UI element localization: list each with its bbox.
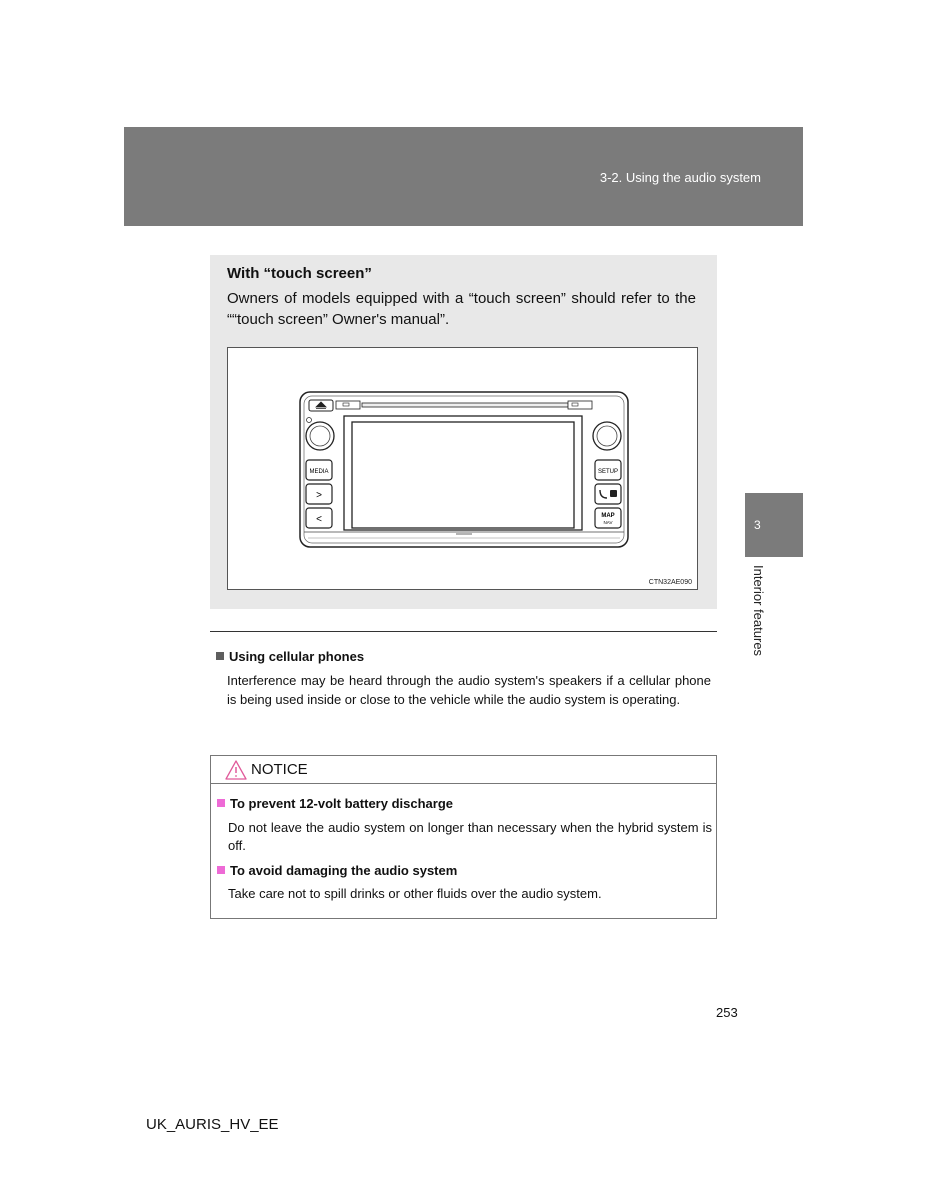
notice-box: [210, 755, 717, 919]
audio-unit-illustration: [228, 348, 699, 591]
cellular-heading-text: Using cellular phones: [229, 649, 365, 664]
audio-unit-figure: [227, 347, 698, 590]
next-button-label: >: [316, 490, 322, 501]
chapter-tab: [745, 493, 803, 557]
square-bullet-icon: [216, 652, 224, 660]
map-button-label: MAP: [601, 513, 615, 519]
figure-code: CTN32AE090: [648, 579, 692, 586]
notice-item-text: Take care not to spill drinks or other fluids over the audio system.: [228, 886, 602, 901]
square-bullet-icon: [217, 866, 225, 874]
chapter-label: Interior features: [751, 565, 766, 657]
cellular-heading: [216, 649, 364, 664]
notice-item-heading-text: To avoid damaging the audio system: [230, 863, 458, 878]
section-title: 3-2. Using the audio system: [599, 170, 761, 185]
prev-button-label: <: [316, 514, 322, 525]
cellular-text: Interference may be heard through the audio system's speakers if a cellular phone is being used inside or close to the vehicle while the audio system is operating.: [227, 673, 711, 707]
warning-icon: [225, 760, 247, 780]
notice-item-heading: [217, 796, 453, 811]
touch-screen-text: Owners of models equipped with a “touch screen” should refer to the ““touch screen” Owner's manual”.: [227, 290, 696, 328]
nav-button-label: NAV: [603, 520, 613, 525]
notice-item-heading-text: To prevent 12-volt battery discharge: [230, 796, 453, 811]
document-id: UK_AURIS_HV_EE: [146, 1116, 279, 1133]
page-number: 253: [716, 1005, 738, 1020]
chapter-number: 3: [754, 518, 761, 532]
notice-title: NOTICE: [251, 761, 308, 778]
media-button-label: MEDIA: [309, 469, 329, 475]
square-bullet-icon: [217, 799, 225, 807]
notice-header: [211, 756, 716, 784]
notice-item-heading: [217, 863, 457, 878]
setup-button-label: SETUP: [597, 469, 619, 475]
header-band: [124, 127, 803, 226]
touch-screen-heading: With “touch screen”: [227, 265, 372, 282]
notice-item-text: Do not leave the audio system on longer than necessary when the hybrid system is off.: [228, 820, 712, 853]
section-divider: [210, 631, 717, 632]
touch-screen-box: [210, 255, 717, 609]
